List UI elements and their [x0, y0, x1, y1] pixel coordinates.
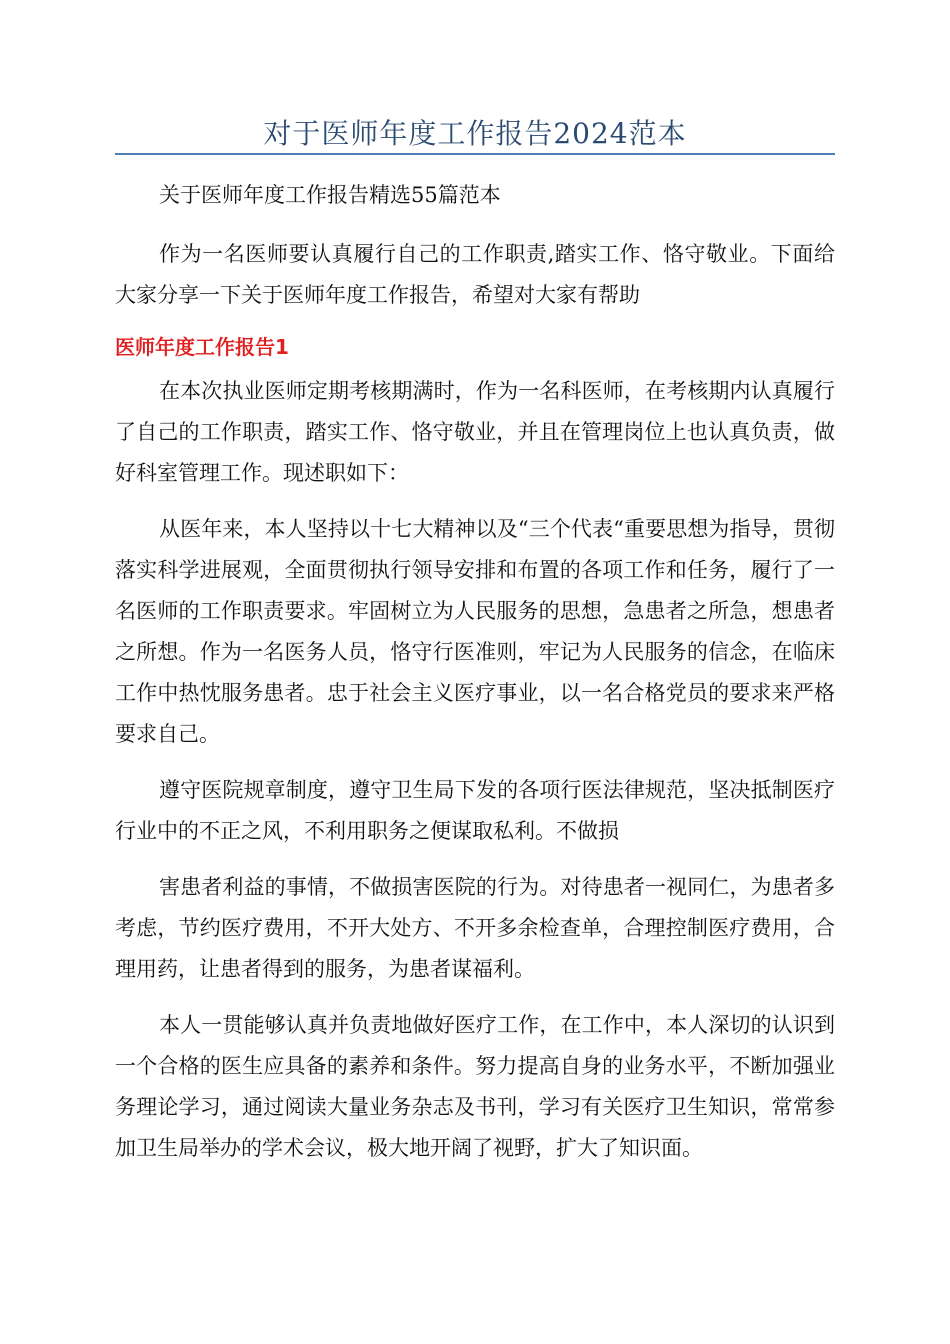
- body-paragraph-1: 在本次执业医师定期考核期满时，作为一名科医师，在考核期内认真履行了自己的工作职责，踏实工作、恪守敬业，并且在管理岗位上也认真负责，做好科室管理工作。现述职如下：: [115, 379, 835, 485]
- document-subtitle: 关于医师年度工作报告精选55篇范本: [159, 183, 501, 207]
- intro-paragraph: 作为一名医师要认真履行自己的工作职责,踏实工作、恪守敬业。下面给大家分享一下关于医师年度工作报告，希望对大家有帮助: [115, 242, 835, 307]
- document-title: 对于医师年度工作报告2024范本: [263, 117, 687, 150]
- body-paragraph-5: 本人一贯能够认真并负责地做好医疗工作，在工作中，本人深切的认识到一个合格的医生应具备的素养和条件。努力提高自身的业务水平，不断加强业务理论学习，通过阅读大量业务杂志及书刊，学习有关医疗卫生知识，常常参加卫生局举办的学术会议，极大地开阔了视野，扩大了知识面。: [115, 1013, 835, 1160]
- section-heading: 医师年度工作报告1: [115, 335, 289, 359]
- body-paragraph-4: 害患者利益的事情，不做损害医院的行为。对待患者一视同仁，为患者多考虑，节约医疗费用，不开大处方、不开多余检查单，合理控制医疗费用，合理用药，让患者得到的服务，为患者谋福利。: [115, 875, 835, 981]
- title-underline: [115, 153, 835, 155]
- body-paragraph-2: 从医年来，本人坚持以十七大精神以及“三个代表“重要思想为指导，贯彻落实科学进展观，全面贯彻执行领导安排和布置的各项工作和任务，履行了一名医师的工作职责要求。牢固树立为人民服务的思想，急患者之所急，想患者之所想。作为一名医务人员，恪守行医准则，牢记为人民服务的信念，在临床工作中热忱服务患者。忠于社会主义医疗事业，以一名合格党员的要求来严格要求自己。: [115, 517, 835, 746]
- body-paragraph-3: 遵守医院规章制度，遵守卫生局下发的各项行医法律规范，坚决抵制医疗行业中的不正之风，不利用职务之便谋取私利。不做损: [115, 778, 835, 843]
- document-body: [115, 175, 835, 1184]
